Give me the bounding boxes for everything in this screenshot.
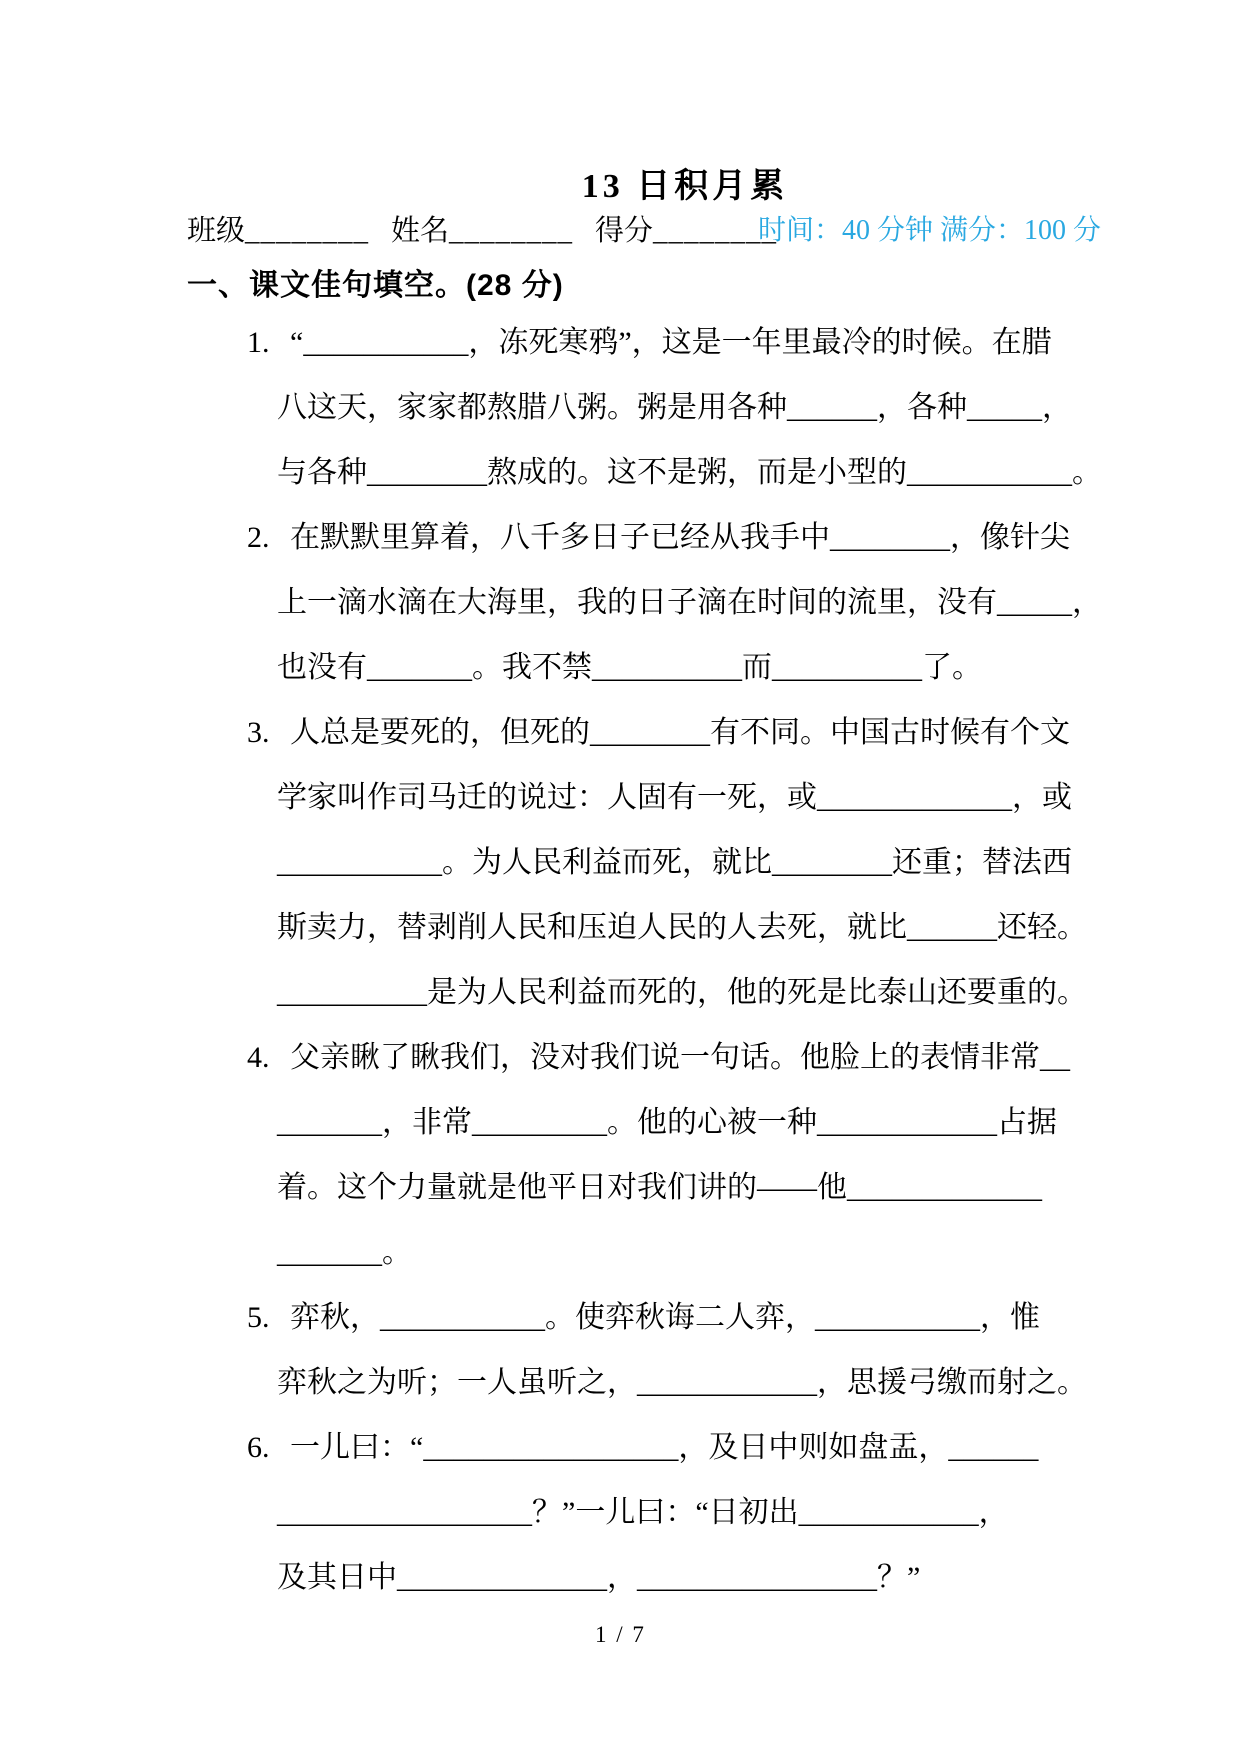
q4-line-1 — [0, 1025, 1241, 1090]
name-label: 姓名 — [391, 215, 450, 247]
q4-text-4: _______。 — [277, 1236, 412, 1269]
q3-line-3 — [0, 830, 1241, 895]
q4-text-2: _______，非常_________。他的心被一种____________占据 — [277, 1106, 1057, 1139]
score-blank: ________ — [653, 215, 778, 247]
q4-line-4 — [0, 1220, 1241, 1285]
q5-text-1: 弈秋，___________。使弈秋诲二人弈，___________，惟 — [290, 1301, 1040, 1334]
q1-text-3: 与各种________熬成的。这不是粥，而是小型的___________。 — [277, 456, 1102, 489]
q2-line-1 — [0, 505, 1241, 570]
q5-line-2 — [0, 1350, 1241, 1415]
name-blank: ________ — [449, 215, 574, 247]
q4-line-3 — [0, 1155, 1241, 1220]
q1-line-2 — [0, 375, 1241, 440]
page-number: 1 / 7 — [595, 1622, 646, 1647]
q3-text-2: 学家叫作司马迁的说过：人固有一死，或_____________，或 — [277, 781, 1072, 814]
question-3-number: 3. — [247, 716, 270, 749]
q3-text-1: 人总是要死的，但死的________有不同。中国古时候有个文 — [290, 716, 1070, 749]
q6-text-2: _________________？”一儿曰：“日初出____________， — [277, 1496, 1009, 1529]
q4-text-3: 着。这个力量就是他平日对我们讲的——他_____________ — [277, 1171, 1042, 1204]
q4-line-2 — [0, 1090, 1241, 1155]
student-info-row — [187, 210, 1101, 252]
q5-text-2: 弈秋之为听；一人虽听之，____________，思援弓缴而射之。 — [277, 1366, 1087, 1399]
q6-line-3 — [0, 1545, 1241, 1610]
q1-line-1 — [0, 310, 1241, 375]
time-and-total-score: 时间：40 分钟 满分：100 分 — [757, 215, 1101, 246]
q2-line-2 — [0, 570, 1241, 635]
q3-text-4: 斯卖力，替剥削人民和压迫人民的人去死，就比______还轻。 — [277, 911, 1087, 944]
q2-text-1: 在默默里算着，八千多日子已经从我手中________，像针尖 — [290, 521, 1070, 554]
question-2-number: 2. — [247, 521, 270, 554]
score-label: 得分 — [595, 215, 654, 247]
q4-text-1: 父亲瞅了瞅我们，没对我们说一句话。他脸上的表情非常__ — [290, 1041, 1070, 1074]
q1-line-3 — [0, 440, 1241, 505]
q2-text-3: 也没有_______。我不禁__________而__________了。 — [277, 651, 982, 684]
q5-line-1 — [0, 1285, 1241, 1350]
question-6-number: 6. — [247, 1431, 270, 1464]
class-label: 班级 — [187, 215, 246, 247]
q6-line-2 — [0, 1480, 1241, 1545]
q3-line-1 — [0, 700, 1241, 765]
page-title: 13 日积月累 — [581, 168, 789, 205]
q3-line-4 — [0, 895, 1241, 960]
q2-line-3 — [0, 635, 1241, 700]
q1-text-1: “___________，冻死寒鸦”，这是一年里最冷的时候。在腊 — [290, 326, 1052, 359]
q3-text-5: __________是为人民利益而死的，他的死是比泰山还要重的。 — [277, 976, 1087, 1009]
q6-text-1: 一儿曰：“_________________，及日中则如盘盂，______ — [290, 1431, 1039, 1464]
class-blank: ________ — [245, 215, 370, 247]
question-5-number: 5. — [247, 1301, 270, 1334]
q3-line-2 — [0, 765, 1241, 830]
question-1-number: 1. — [247, 326, 270, 359]
section-heading: 一、课文佳句填空。(28 分) — [187, 269, 564, 302]
q6-text-3: 及其日中______________，________________？” — [277, 1561, 921, 1594]
q3-line-5 — [0, 960, 1241, 1025]
question-4-number: 4. — [247, 1041, 270, 1074]
q1-text-2: 八这天，家家都熬腊八粥。粥是用各种______，各种_____， — [277, 391, 1072, 424]
q2-text-2: 上一滴水滴在大海里，我的日子滴在时间的流里，没有_____， — [277, 586, 1102, 619]
q6-line-1 — [0, 1415, 1241, 1480]
question-list — [0, 310, 1241, 1610]
q3-text-3: ___________。为人民利益而死，就比________还重；替法西 — [277, 846, 1072, 879]
